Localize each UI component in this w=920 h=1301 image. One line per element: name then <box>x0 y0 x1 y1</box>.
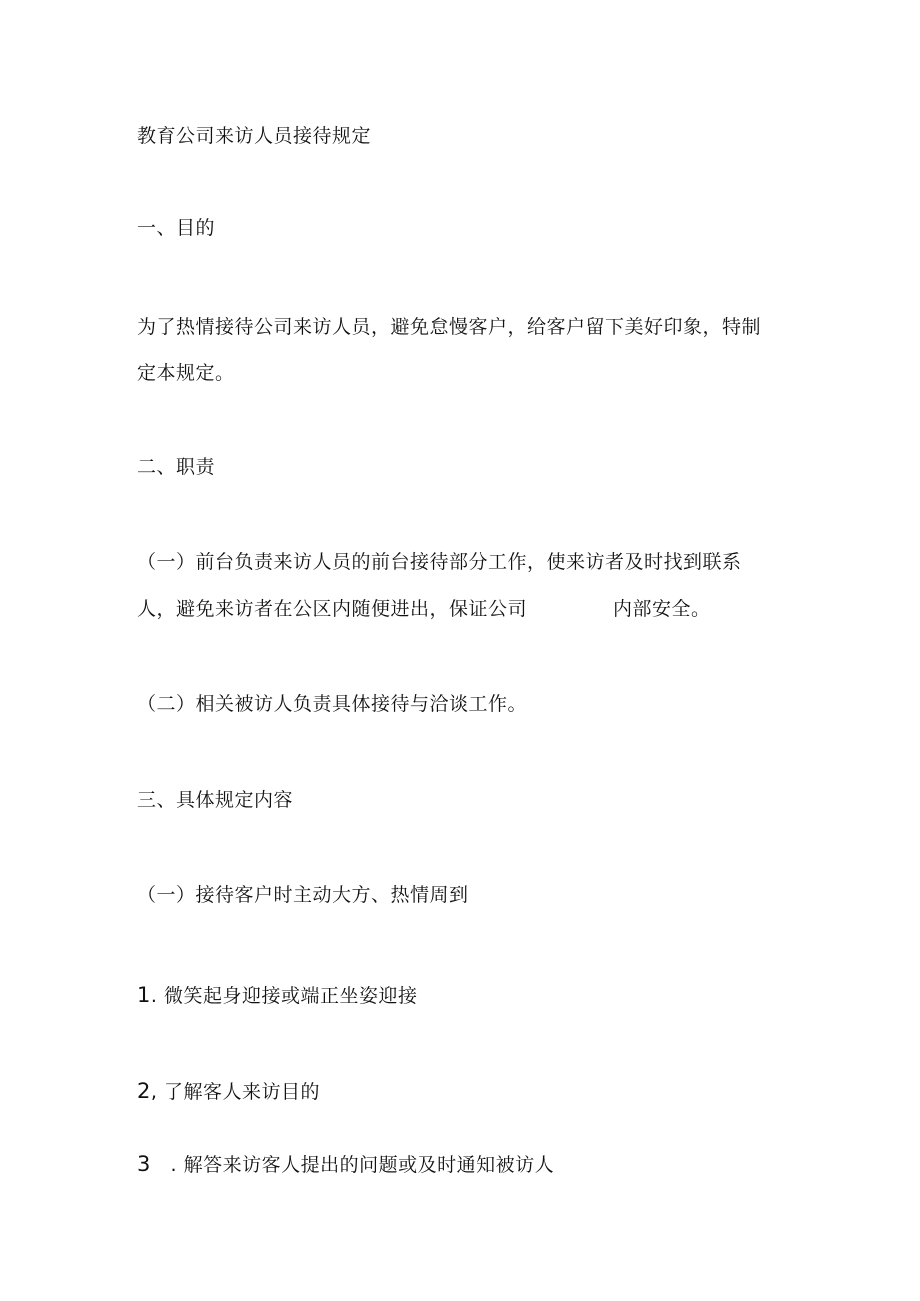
duties-item-1-line-2 <box>137 597 711 621</box>
rules-step-1 <box>137 983 417 1008</box>
step-text: . 微笑起身迎接或端正坐姿迎接 <box>150 985 418 1007</box>
duties-item-1-line-2-part-b: 内部安全。 <box>613 598 711 620</box>
duties-item-1-line-2-part-a: 人，避免来访者在公区内随便进出，保证公司 <box>137 598 528 620</box>
duties-item-2: （二）相关被访人负责具体接待与洽谈工作。 <box>137 693 528 715</box>
section-heading-rules: 三、具体规定内容 <box>137 789 294 811</box>
purpose-paragraph-line-1: 为了热情接待公司来访人员，避免怠慢客户，给客户留下美好印象，特制 <box>137 316 762 338</box>
section-heading-purpose: 一、目的 <box>137 217 216 239</box>
step-text: . 解答来访客人提出的问题或及时通知被访人 <box>150 1154 555 1176</box>
rules-step-3 <box>137 1152 554 1177</box>
purpose-paragraph-line-2: 定本规定。 <box>137 362 235 384</box>
rules-subheading-1: （一）接待客户时主动大方、热情周到 <box>137 884 469 906</box>
document-title: 教育公司来访人员接待规定 <box>137 125 372 147</box>
step-number: 1 <box>137 983 151 1007</box>
step-number: 2 <box>137 1079 151 1103</box>
duties-item-1-line-1: （一）前台负责来访人员的前台接待部分工作，使来访者及时找到联系 <box>137 551 742 573</box>
rules-step-2 <box>137 1079 320 1104</box>
step-number: 3 <box>137 1152 151 1176</box>
section-heading-duties: 二、职责 <box>137 456 216 478</box>
step-text: , 了解客人来访目的 <box>150 1081 320 1103</box>
